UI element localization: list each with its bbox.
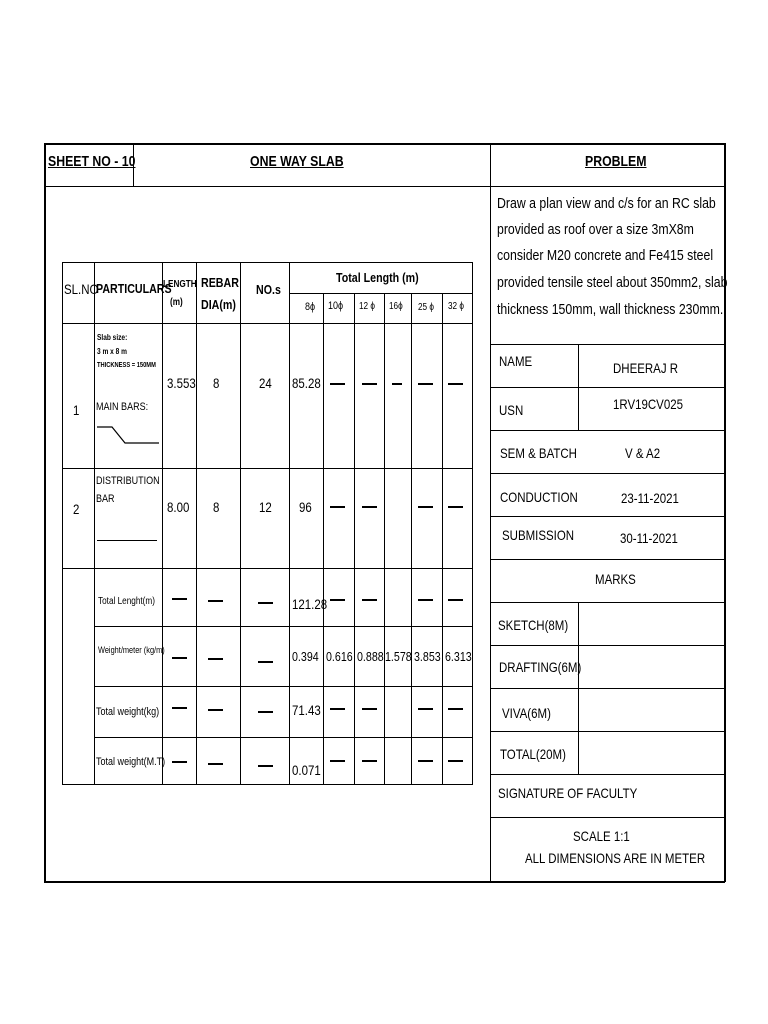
table-col-rule (196, 262, 197, 785)
row-total-8: 96 (299, 499, 312, 515)
header-rebar: REBAR (201, 275, 239, 290)
info-rule (490, 645, 725, 646)
submission-label: SUBMISSION (502, 527, 575, 543)
header-dia-16: 16ϕ (389, 301, 403, 312)
row-rebar-dia: 8 (213, 375, 220, 391)
header-divider (44, 186, 725, 187)
viva-label: VIVA(6M) (502, 705, 551, 721)
header-dia-8: 8ϕ (305, 301, 316, 313)
table-col-rule (411, 293, 412, 785)
empty-dash (172, 657, 187, 659)
empty-dash (258, 661, 273, 663)
empty-dash (448, 506, 463, 508)
signature-label: SIGNATURE OF FACULTY (498, 785, 638, 801)
info-col-rule (578, 602, 579, 774)
particulars-line: THICKNESS = 150MM (97, 362, 156, 369)
problem-line: consider M20 concrete and Fe415 steel (497, 247, 714, 264)
empty-dash (330, 506, 345, 508)
empty-dash (208, 709, 223, 711)
table-col-rule (240, 262, 241, 785)
empty-dash (172, 598, 187, 600)
empty-dash (208, 600, 223, 602)
sheet-number: SHEET NO - 10 (48, 153, 136, 170)
weight-per-meter-32: 6.313 (445, 649, 472, 664)
empty-dash (362, 760, 377, 762)
info-rule (490, 516, 725, 517)
empty-dash (418, 599, 433, 601)
table-col-rule (472, 262, 473, 785)
row-count: 24 (259, 375, 272, 391)
table-col-rule (384, 293, 385, 785)
scale-note: SCALE 1:1 (573, 828, 630, 844)
empty-dash (330, 708, 345, 710)
row-count: 12 (259, 499, 272, 515)
marks-title: MARKS (595, 571, 636, 587)
header-length-unit: (m) (170, 297, 183, 308)
drafting-label: DRAFTING(6M) (499, 659, 582, 675)
sem-batch-value: V & A2 (625, 445, 661, 461)
empty-dash (448, 760, 463, 762)
total-weight-mt-8: 0.071 (292, 762, 321, 778)
usn-label: USN (499, 402, 524, 418)
row-total-8: 85.28 (292, 375, 321, 391)
row-sl-number: 1 (73, 402, 80, 418)
empty-dash (330, 760, 345, 762)
particulars-line: DISTRIBUTION (96, 475, 160, 487)
sem-batch-label: SEM & BATCH (500, 445, 577, 461)
empty-dash (362, 383, 377, 385)
summary-label: Total weight(M.T) (96, 756, 166, 768)
empty-dash (362, 599, 377, 601)
table-rule (289, 293, 473, 294)
table-rule (94, 737, 473, 738)
main-bar-shape-sketch (96, 424, 160, 446)
info-rule (490, 817, 725, 818)
header-rebar-dia: DIA(m) (201, 297, 236, 312)
empty-dash (392, 383, 402, 385)
info-rule (490, 602, 725, 603)
summary-label: Total Lenght(m) (98, 596, 155, 607)
submission-date: 30-11-2021 (620, 530, 678, 546)
empty-dash (362, 506, 377, 508)
info-rule (490, 559, 725, 560)
weight-per-meter-16: 1.578 (385, 649, 412, 664)
weight-per-meter-12: 0.888 (357, 649, 384, 664)
table-col-rule (354, 293, 355, 785)
info-rule (490, 430, 725, 431)
weight-per-meter-10: 0.616 (326, 649, 353, 664)
summary-value-8: 121.28 (292, 596, 328, 612)
empty-dash (448, 708, 463, 710)
header-dia-10: 10ϕ (328, 300, 344, 312)
main-bars-label: MAIN BARS: (96, 401, 149, 413)
empty-dash (448, 599, 463, 601)
table-col-rule (62, 262, 63, 785)
table-col-rule (289, 262, 290, 785)
conduction-date: 23-11-2021 (621, 490, 679, 506)
name-value: DHEERAJ R (613, 360, 679, 376)
header-length: LENGTH (163, 279, 197, 290)
problem-line: Draw a plan view and c/s for an RC slab (497, 195, 716, 212)
info-rule (490, 731, 725, 732)
total-label: TOTAL(20M) (500, 746, 566, 762)
row-sl-number: 2 (73, 501, 80, 517)
problem-line: provided tensile steel about 350mm2, slab (497, 274, 728, 291)
empty-dash (172, 761, 187, 763)
frame-top (44, 143, 725, 145)
table-col-rule (323, 293, 324, 785)
empty-dash (258, 711, 273, 713)
header-particulars: PARTICULARS (96, 281, 172, 296)
empty-dash (208, 658, 223, 660)
table-rule (94, 686, 473, 687)
summary-label: Weight/meter (kg/m) (98, 645, 165, 655)
empty-dash (362, 708, 377, 710)
empty-dash (330, 383, 345, 385)
dimensions-note: ALL DIMENSIONS ARE IN METER (525, 850, 706, 866)
row-length: 8.00 (167, 499, 190, 515)
total-weight-kg-8: 71.43 (292, 702, 321, 718)
empty-dash (330, 599, 345, 601)
distribution-bar-sketch (97, 540, 157, 541)
conduction-label: CONDUCTION (500, 489, 578, 505)
empty-dash (258, 602, 273, 604)
empty-dash (448, 383, 463, 385)
empty-dash (208, 763, 223, 765)
table-col-rule (162, 262, 163, 785)
header-nos: NO.s (256, 282, 281, 297)
info-rule (490, 387, 725, 388)
empty-dash (418, 383, 433, 385)
empty-dash (418, 760, 433, 762)
frame-right (724, 143, 726, 882)
problem-line: provided as roof over a size 3mX8m (497, 221, 694, 238)
info-rule (490, 688, 725, 689)
summary-label: Total weight(kg) (96, 706, 160, 718)
table-rule (94, 626, 473, 627)
row-rebar-dia: 8 (213, 499, 220, 515)
header-total-length: Total Length (m) (336, 270, 419, 285)
info-rule (490, 473, 725, 474)
header-sl-no: SL.NO (64, 281, 99, 297)
info-rule (490, 344, 725, 345)
sheet-title: ONE WAY SLAB (250, 153, 344, 170)
header-dia-12: 12 ϕ (359, 301, 376, 312)
table-col-rule (442, 293, 443, 785)
particulars-line: 3 m x 8 m (97, 347, 127, 356)
empty-dash (258, 765, 273, 767)
empty-dash (172, 707, 187, 709)
usn-value: 1RV19CV025 (613, 396, 684, 412)
info-rule (490, 774, 725, 775)
particulars-line: BAR (96, 493, 115, 505)
info-col-rule (578, 344, 579, 430)
empty-dash (418, 506, 433, 508)
problem-heading: PROBLEM (585, 153, 647, 170)
weight-per-meter-8: 0.394 (292, 649, 319, 664)
problem-line: thickness 150mm, wall thickness 230mm. (497, 301, 724, 318)
table-rule (62, 262, 473, 263)
empty-dash (418, 708, 433, 710)
header-dia-32: 32 ϕ (448, 301, 465, 312)
main-divider (490, 143, 491, 882)
row-length: 3.553 (167, 375, 196, 391)
particulars-line: Slab size: (97, 333, 128, 342)
weight-per-meter-25: 3.853 (414, 649, 441, 664)
name-label: NAME (499, 353, 533, 369)
header-dia-25: 25 ϕ (418, 302, 435, 313)
frame-bottom (44, 881, 725, 883)
table-col-rule (94, 262, 95, 785)
sketch-label: SKETCH(8M) (498, 617, 569, 633)
frame-left (44, 143, 46, 882)
